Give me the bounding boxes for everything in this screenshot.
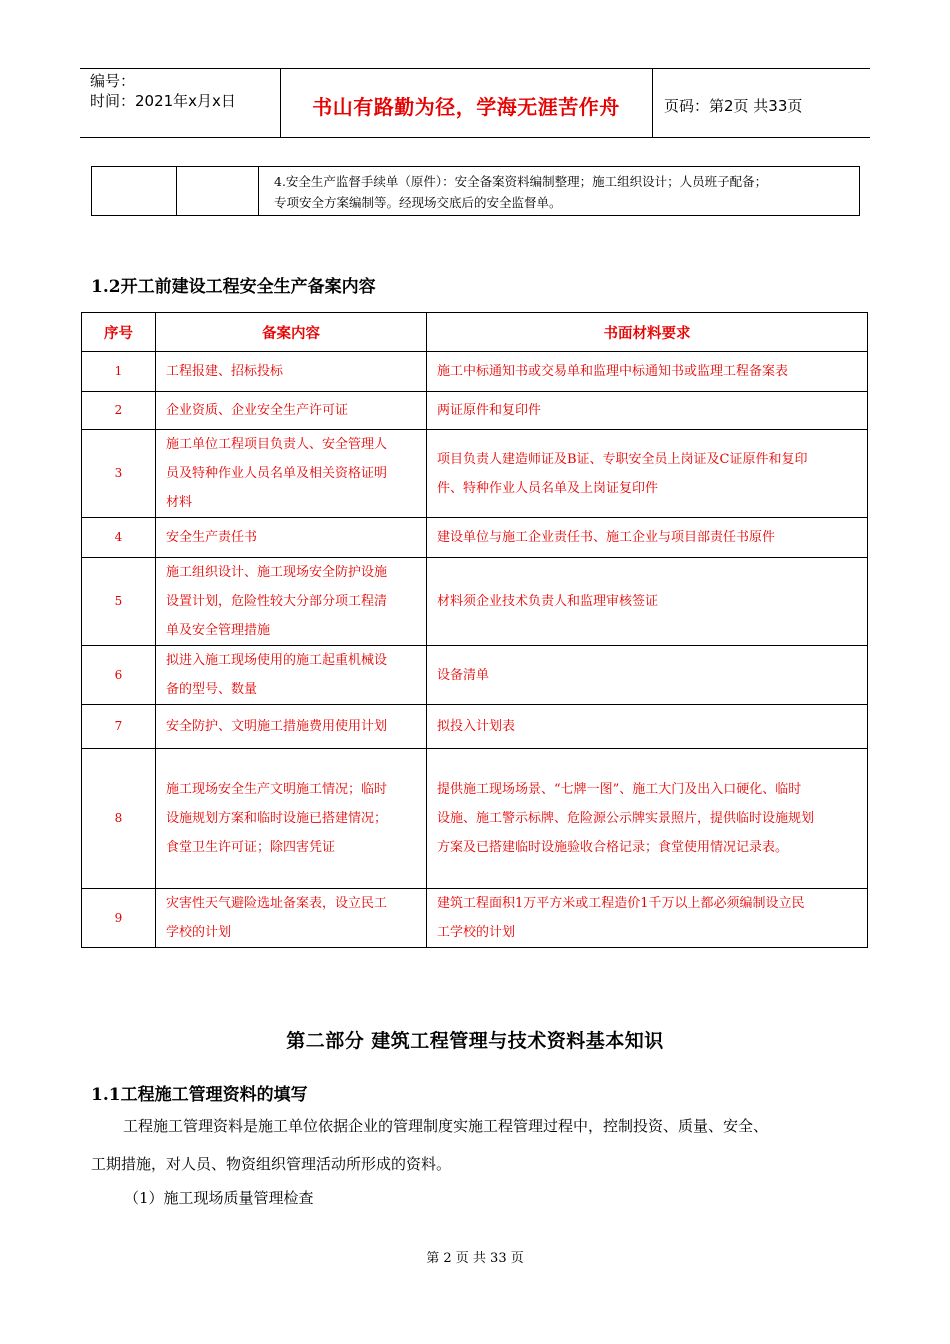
column-header: 书面材料要求 — [427, 313, 868, 352]
cell-line: 拟投入计划表 — [437, 719, 516, 734]
cell-line: 员及特种作业人员名单及相关资格证明 — [166, 466, 388, 481]
column-header: 序号 — [82, 313, 156, 352]
filing-content-cell — [156, 518, 427, 558]
cell-line: 工程报建、招标投标 — [166, 364, 284, 379]
requirement-cell — [427, 749, 868, 889]
paragraph — [91, 1108, 859, 1144]
row-number: 5 — [82, 558, 156, 646]
row-number: 9 — [82, 889, 156, 948]
cell-line: 两证原件和复印件 — [437, 403, 542, 418]
cell-line: 材料 — [166, 495, 193, 510]
header-motto: 书山有路勤为径，学海无涯苦作舟 — [312, 95, 620, 119]
cell-line: 施工现场安全生产文明施工情况；临时 — [166, 782, 388, 797]
table-row — [82, 558, 868, 646]
table-row — [82, 646, 868, 705]
requirement-cell — [427, 646, 868, 705]
requirement-cell — [427, 705, 868, 749]
row-number: 8 — [82, 749, 156, 889]
cell-line: 设置计划，危险性较大分部分项工程清 — [166, 594, 388, 609]
cell-line: 方案及已搭建临时设施验收合格记录；食堂使用情况记录表。 — [437, 840, 789, 855]
continued-row-line: 专项安全方案编制等。经现场交底后的安全监督单。 — [274, 195, 562, 210]
row-number: 3 — [82, 430, 156, 518]
part-title: 第二部分 建筑工程管理与技术资料基本知识 — [286, 1030, 664, 1052]
page-footer: 第 2 页 共 33 页 — [426, 1251, 524, 1266]
requirement-cell — [427, 889, 868, 948]
cell-line: 拟进入施工现场使用的施工起重机械设 — [166, 653, 388, 668]
cell-line: 安全防护、文明施工措施费用使用计划 — [166, 719, 388, 734]
table-divider — [258, 167, 259, 215]
cell-line: 项目负责人建造师证及B证、专职安全员上岗证及C证原件和复印 — [437, 451, 808, 467]
filing-content-cell — [156, 352, 427, 392]
requirement-cell — [427, 352, 868, 392]
continued-row-text — [274, 171, 854, 213]
row-number: 1 — [82, 352, 156, 392]
requirement-cell — [427, 558, 868, 646]
filing-table — [81, 312, 868, 948]
column-header: 备案内容 — [156, 313, 427, 352]
requirement-cell — [427, 430, 868, 518]
cell-line: 灾害性天气避险选址备案表，设立民工 — [166, 896, 388, 911]
cell-line: 材料须企业技术负责人和监理审核签证 — [437, 594, 659, 609]
requirement-cell — [427, 392, 868, 430]
cell-line: 设施、施工警示标牌、危险源公示牌实景照片，提供临时设施规划 — [437, 811, 815, 826]
paragraph — [91, 1146, 859, 1182]
cell-line: 件、特种作业人员名单及上岗证复印件 — [437, 480, 659, 496]
cell-line: 工学校的计划 — [437, 925, 516, 940]
cell-line: 单及安全管理措施 — [166, 623, 271, 638]
cell-line: 建筑工程面积1万平方米或工程造价1千万以上都必须编制设立民 — [437, 896, 805, 911]
cell-line: 提供施工现场场景、“七牌一图”、施工大门及出入口硬化、临时 — [437, 782, 802, 797]
header-meta — [90, 71, 236, 111]
cell-line: 施工组织设计、施工现场安全防护设施 — [166, 565, 388, 580]
time-label: 时间：2021年x月x日 — [90, 92, 236, 110]
continued-table-row — [91, 166, 860, 216]
filing-content-cell — [156, 749, 427, 889]
filing-content-cell — [156, 889, 427, 948]
cell-line: 施工单位工程项目负责人、安全管理人 — [166, 437, 388, 452]
table-row — [82, 705, 868, 749]
page-header — [80, 68, 870, 138]
table-row — [82, 352, 868, 392]
header-divider — [652, 69, 653, 137]
filing-content-cell — [156, 705, 427, 749]
paragraph-line: 工程施工管理资料是施工单位依据企业的管理制度实施工程管理过程中，控制投资、质量、安全、 — [123, 1117, 769, 1135]
cell-line: 施工中标通知书或交易单和监理中标通知书或监理工程备案表 — [437, 364, 789, 379]
continued-row-line: 4.安全生产监督手续单（原件）：安全备案资料编制整理；施工组织设计；人员班子配备； — [274, 174, 768, 189]
header-page-info: 页码：第2页 共33页 — [664, 97, 803, 115]
cell-line: 学校的计划 — [166, 925, 232, 940]
table-row — [82, 430, 868, 518]
cell-line: 建设单位与施工企业责任书、施工企业与项目部责任书原件 — [437, 530, 776, 545]
table-row — [82, 518, 868, 558]
cell-line: 企业资质、企业安全生产许可证 — [166, 403, 349, 418]
paragraph-line: 工期措施，对人员、物资组织管理活动所形成的资料。 — [91, 1155, 452, 1173]
requirement-cell — [427, 518, 868, 558]
cell-line: 设备清单 — [437, 667, 490, 683]
list-item: （1）施工现场质量管理检查 — [124, 1189, 314, 1207]
subsection-title: 1.1工程施工管理资料的填写 — [91, 1085, 308, 1105]
table-header-row — [82, 313, 868, 352]
row-number: 7 — [82, 705, 156, 749]
filing-content-cell — [156, 646, 427, 705]
filing-content-cell — [156, 392, 427, 430]
number-label: 编号： — [90, 72, 136, 90]
row-number: 2 — [82, 392, 156, 430]
cell-line: 设施规划方案和临时设施已搭建情况； — [166, 811, 388, 826]
section-title: 1.2开工前建设工程安全生产备案内容 — [91, 277, 376, 297]
cell-line: 备的型号、数量 — [166, 682, 258, 697]
filing-content-cell — [156, 430, 427, 518]
filing-content-cell — [156, 558, 427, 646]
cell-line: 食堂卫生许可证；除四害凭证 — [166, 840, 336, 855]
cell-line: 安全生产责任书 — [166, 530, 258, 545]
table-divider — [176, 167, 177, 215]
table-row — [82, 392, 868, 430]
row-number: 4 — [82, 518, 156, 558]
table-row — [82, 889, 868, 948]
row-number: 6 — [82, 646, 156, 705]
table-row — [82, 749, 868, 889]
